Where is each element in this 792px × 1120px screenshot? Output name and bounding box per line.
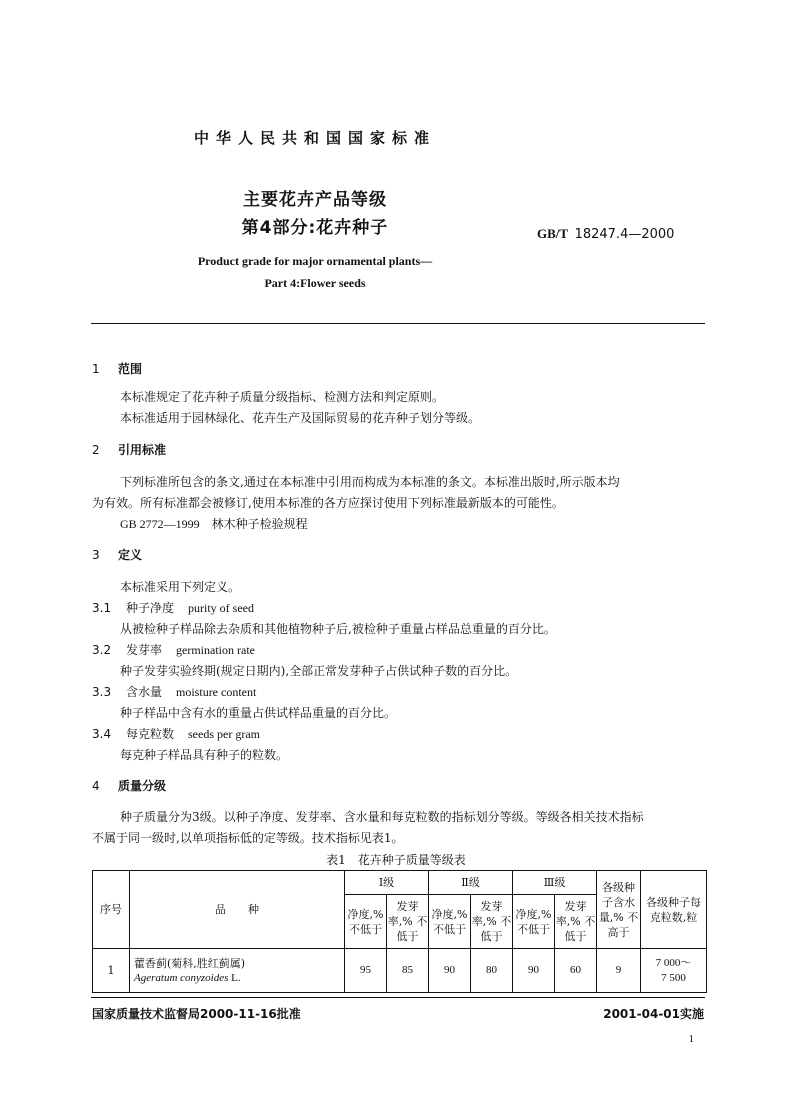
header-grade-2: Ⅱ级: [429, 871, 513, 895]
national-standard-title: 中华人民共和国国家标准: [193, 129, 436, 147]
english-title-line2: Part 4:Flower seeds: [264, 276, 366, 290]
header-divider: [91, 323, 705, 324]
implementation-date: 2001-04-01实施: [603, 1007, 704, 1021]
chinese-title-line1: 主要花卉产品等级: [243, 190, 387, 210]
section-heading-references: 2 引用标准: [92, 443, 167, 457]
cell-g2-germ: 80: [471, 949, 513, 993]
header-grade-3: Ⅲ级: [513, 871, 597, 895]
cell-moisture: 9: [597, 949, 641, 993]
paragraph: 为有效。所有标准都会被修订,使用本标准的各方应探讨使用下列标准最新版本的可能性。: [92, 496, 564, 510]
cell-seeds-per-gram: 7 000～ 7 500: [641, 949, 707, 993]
header-variety: 品 种: [130, 871, 345, 949]
cell-variety: [130, 949, 345, 993]
variety-cn: 藿香蓟(菊科,胜红蓟属): [134, 956, 246, 970]
definition-term: 3.2 发芽率 germination rate: [92, 643, 255, 657]
section-heading-grading: 4 质量分级: [92, 779, 167, 793]
header-seq: 序号: [93, 871, 130, 949]
header-moisture: 各级种子含水量,% 不高于: [597, 871, 641, 949]
header-purity: 净度,% 不低于: [345, 895, 387, 949]
footer-divider: [91, 997, 705, 998]
standard-number: [537, 226, 674, 242]
header-grade-1: Ⅰ级: [345, 871, 429, 895]
definition-term: 3.1 种子净度 purity of seed: [92, 601, 254, 615]
standard-code: 18247.4—2000: [574, 227, 675, 242]
cell-seq: 1: [93, 949, 130, 993]
table-caption: 表1 花卉种子质量等级表: [326, 853, 466, 867]
chinese-title-line2: 第4部分:花卉种子: [241, 218, 389, 238]
cell-g3-purity: 90: [513, 949, 555, 993]
paragraph: 种子质量分为3级。以种子净度、发芽率、含水量和每克粒数的指标划分等级。等级各相关技术指标: [120, 810, 644, 824]
header-seeds-per-gram: 各级种子每克粒数,粒: [641, 871, 707, 949]
section-heading-scope: 1 范围: [92, 362, 143, 376]
standard-prefix: GB/T: [537, 226, 569, 241]
definition-text: 从被检种子样品除去杂质和其他植物种子后,被检种子重量占样品总重量的百分比。: [120, 622, 556, 636]
variety-latin: Ageratum conyzoides: [134, 971, 229, 984]
paragraph: 本标准采用下列定义。: [120, 580, 241, 594]
table-row: [93, 949, 707, 993]
paragraph: 本标准规定了花卉种子质量分级指标、检测方法和判定原则。: [120, 390, 445, 404]
definition-term: 3.3 含水量 moisture content: [92, 685, 257, 699]
english-title-line1: Product grade for major ornamental plants—: [197, 254, 433, 268]
definition-text: 每克种子样品具有种子的粒数。: [120, 748, 289, 762]
cell-g3-germ: 60: [555, 949, 597, 993]
page-number: 1: [688, 1033, 694, 1045]
header-germination: 发芽率,% 不低于: [555, 895, 597, 949]
header-purity: 净度,% 不低于: [429, 895, 471, 949]
reference-item: GB 2772—1999 林木种子检验规程: [120, 517, 308, 531]
paragraph: 本标准适用于园林绿化、花卉生产及国际贸易的花卉种子划分等级。: [120, 411, 481, 425]
header-germination: 发芽率,% 不低于: [387, 895, 429, 949]
cell-g1-purity: 95: [345, 949, 387, 993]
approval-info: 国家质量技术监督局2000-11-16批准: [92, 1007, 301, 1021]
paragraph: 不属于同一级时,以单项指标低的定等级。技术指标见表1。: [92, 831, 404, 845]
definition-term: 3.4 每克粒数 seeds per gram: [92, 727, 260, 741]
section-heading-definitions: 3 定义: [92, 548, 143, 562]
header-purity: 净度,% 不低于: [513, 895, 555, 949]
header-germination: 发芽率,% 不低于: [471, 895, 513, 949]
definition-text: 种子样品中含有水的重量占供试样品重量的百分比。: [120, 706, 397, 720]
cell-g2-purity: 90: [429, 949, 471, 993]
variety-author: L.: [231, 971, 241, 984]
seed-grade-table: [92, 870, 707, 993]
definition-text: 种子发芽实验终期(规定日期内),全部正常发芽种子占供试种子数的百分比。: [120, 664, 518, 678]
paragraph: 下列标准所包含的条文,通过在本标准中引用而构成为本标准的条文。本标准出版时,所示版本均: [120, 475, 620, 489]
cell-g1-germ: 85: [387, 949, 429, 993]
